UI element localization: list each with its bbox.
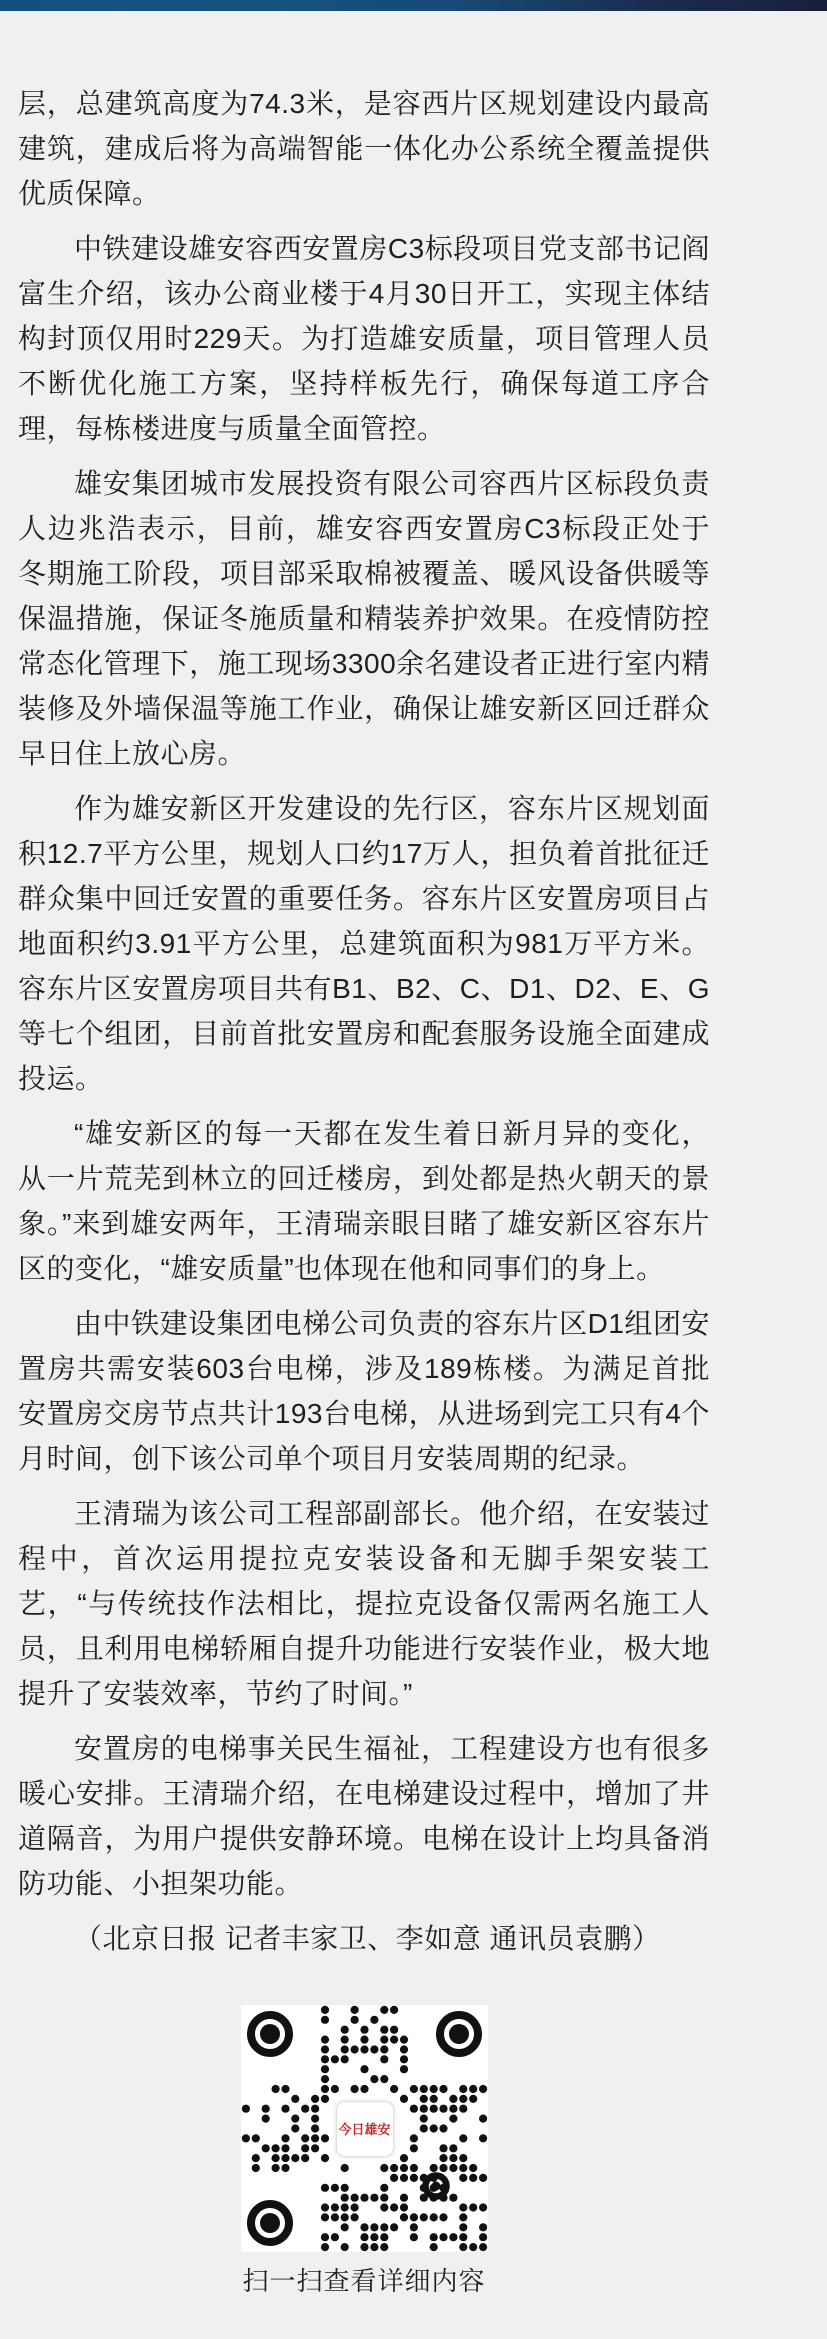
article-paragraphs	[18, 81, 710, 1906]
qr-center-label	[336, 2101, 394, 2157]
article-paragraph: 中铁建设雄安容西安置房C3标段项目党支部书记阎富生介绍，该办公商业楼于4月30日开工，实现主体结构封顶仅用时229天。为打造雄安质量，项目管理人员不断优化施工方案，坚持样板先行，确保每道工序合理，每栋楼进度与质量全面管控。	[18, 233, 710, 444]
article-byline: （北京日报 记者丰家卫、李如意 通讯员袁鹏）	[74, 1923, 661, 1954]
article-paragraph: 作为雄安新区开发建设的先行区，容东片区规划面积12.7平方公里，规划人口约17万人，担负着首批征迁群众集中回迁安置的重要任务。容东片区安置房项目占地面积约3.91平方公里，总建筑面积为981万平方米。容东片区安置房项目共有B1、B2、C、D1、D2、E、G等七个组团，目前首批安置房和配套服务设施全面建成投运。	[18, 793, 710, 1094]
qr-center-label-text: 今日雄安	[338, 2121, 391, 2137]
article-body	[0, 11, 827, 1961]
article-paragraph: 雄安集团城市发展投资有限公司容西片区标段负责人边兆浩表示，目前，雄安容西安置房C3标段正处于冬期施工阶段，项目部采取棉被覆盖、暖风设备供暖等保温措施，保证冬施质量和精装养护效果。在疫情防控常态化管理下，施工现场3300余名建设者正进行室内精装修及外墙保温等施工作业，确保让雄安新区回迁群众早日住上放心房。	[18, 468, 710, 769]
qr-code-image	[241, 2005, 488, 2252]
article-paragraph: 层，总建筑高度为74.3米，是容西片区规划建设内最高建筑，建成后将为高端智能一体化办公系统全覆盖提供优质保障。	[18, 88, 710, 209]
header-bar	[0, 0, 827, 11]
qr-section	[18, 2005, 710, 2301]
article-paragraph: 王清瑞为该公司工程部副部长。他介绍，在安装过程中，首次运用提拉克安装设备和无脚手架安装工艺，“与传统技作法相比，提拉克设备仅需两名施工人员，且利用电梯轿厢自提升功能进行安装作业，极大地提升了安装效率，节约了时间。”	[18, 1498, 710, 1709]
article-paragraph: “雄安新区的每一天都在发生着日新月异的变化，从一片荒芜到林立的回迁楼房，到处都是热火朝天的景象。”来到雄安两年，王清瑞亲眼目睹了雄安新区容东片区的变化，“雄安质量”也体现在他和同事们的身上。	[18, 1118, 710, 1284]
article-paragraph: 由中铁建设集团电梯公司负责的容东片区D1组团安置房共需安装603台电梯，涉及189栋楼。为满足首批安置房交房节点共计193台电梯，从进场到完工只有4个月时间，创下该公司单个项目月安装周期的纪录。	[18, 1308, 710, 1474]
qr-caption: 扫一扫查看详细内容	[242, 2266, 486, 2296]
article-paragraph: 安置房的电梯事关民生福祉，工程建设方也有很多暖心安排。王清瑞介绍，在电梯建设过程中，增加了井道隔音，为用户提供安静环境。电梯在设计上均具备消防功能、小担架功能。	[18, 1733, 710, 1899]
